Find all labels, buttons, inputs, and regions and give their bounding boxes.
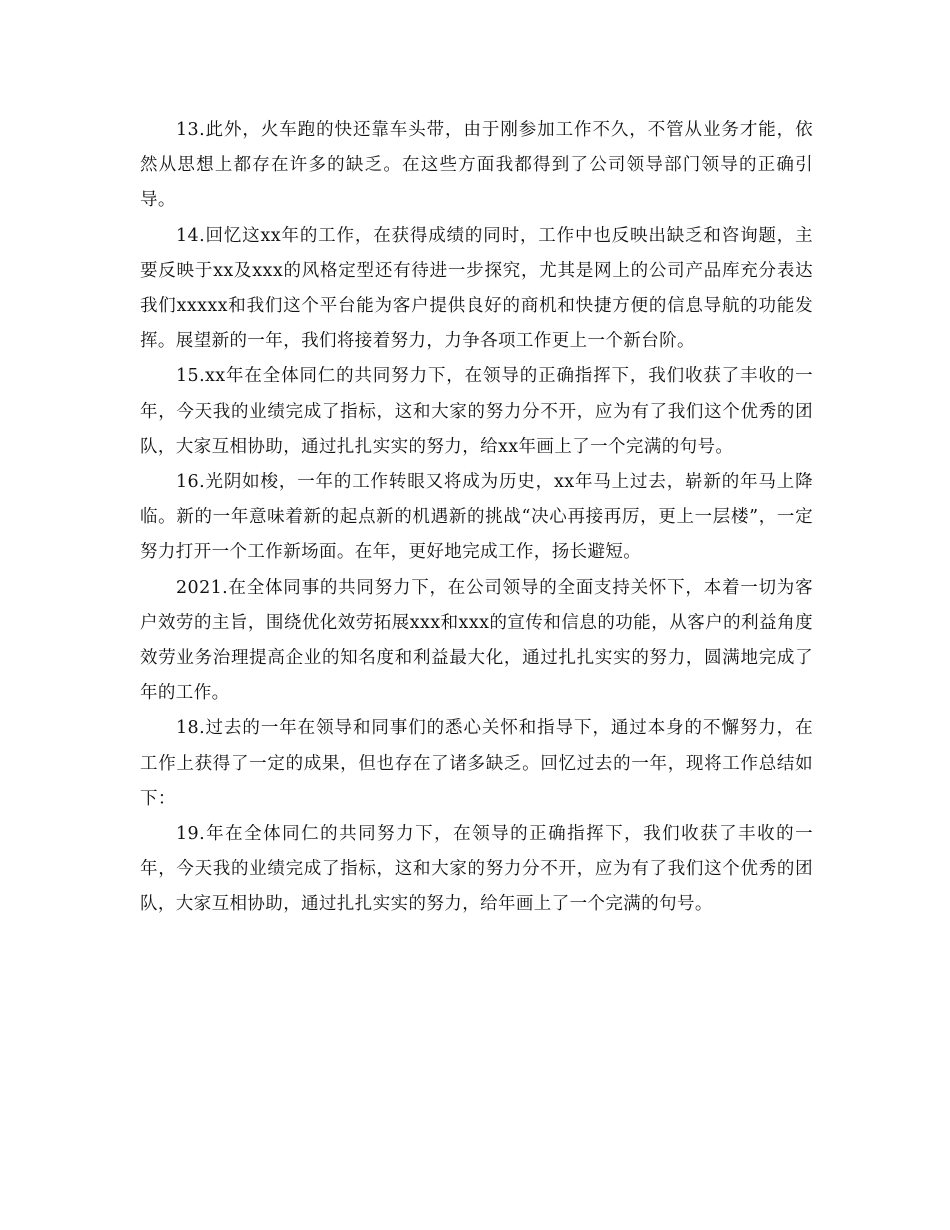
paragraph-14: 14.回忆这xx年的工作，在获得成绩的同时，工作中也反映出缺乏和咨询题，主要反映于xx及xxx的风格定型还有待进一步探究，尤其是网上的公司产品库充分表达我们xxxxx和我们这个平台能为客户提供良好的商机和快捷方便的信息导航的功能发挥。展望新的一年，我们将接着努力，力争各项工作更上一个新台阶。	[140, 225, 813, 352]
paragraph-19: 19.年在全体同仁的共同努力下，在领导的正确指挥下，我们收获了丰收的一年，今天我的业绩完成了指标，这和大家的努力分不开，应为有了我们这个优秀的团队，大家互相协助，通过扎扎实实的努力，给年画上了一个完满的句号。	[140, 824, 813, 915]
paragraph-16: 16.光阴如梭，一年的工作转眼又将成为历史，xx年马上过去，崭新的年马上降临。新的一年意味着新的起点新的机遇新的挑战“决心再接再厉，更上一层楼”，一定努力打开一个工作新场面。在年，更好地完成工作，扬长避短。	[140, 472, 813, 563]
paragraph-15: 15.xx年在全体同仁的共同努力下，在领导的正确指挥下，我们收获了丰收的一年，今天我的业绩完成了指标，这和大家的努力分不开，应为有了我们这个优秀的团队，大家互相协助，通过扎扎实实的努力，给xx年画上了一个完满的句号。	[140, 366, 813, 457]
paragraph-18: 18.过去的一年在领导和同事们的悉心关怀和指导下，通过本身的不懈努力，在工作上获得了一定的成果，但也存在了诸多缺乏。回忆过去的一年，现将工作总结如下：	[140, 718, 813, 809]
paragraph-2021: 2021.在全体同事的共同努力下，在公司领导的全面支持关怀下，本着一切为客户效劳的主旨，围绕优化效劳拓展xxx和xxx的宣传和信息的功能，从客户的利益角度效劳业务治理提高企业的知名度和利益最大化，通过扎扎实实的努力，圆满地完成了年的工作。	[140, 577, 813, 704]
paragraph-13: 13.此外，火车跑的快还靠车头带，由于刚参加工作不久，不管从业务才能，依然从思想上都存在许多的缺乏。在这些方面我都得到了公司领导部门领导的正确引导。	[140, 120, 813, 211]
document-body	[140, 113, 813, 923]
